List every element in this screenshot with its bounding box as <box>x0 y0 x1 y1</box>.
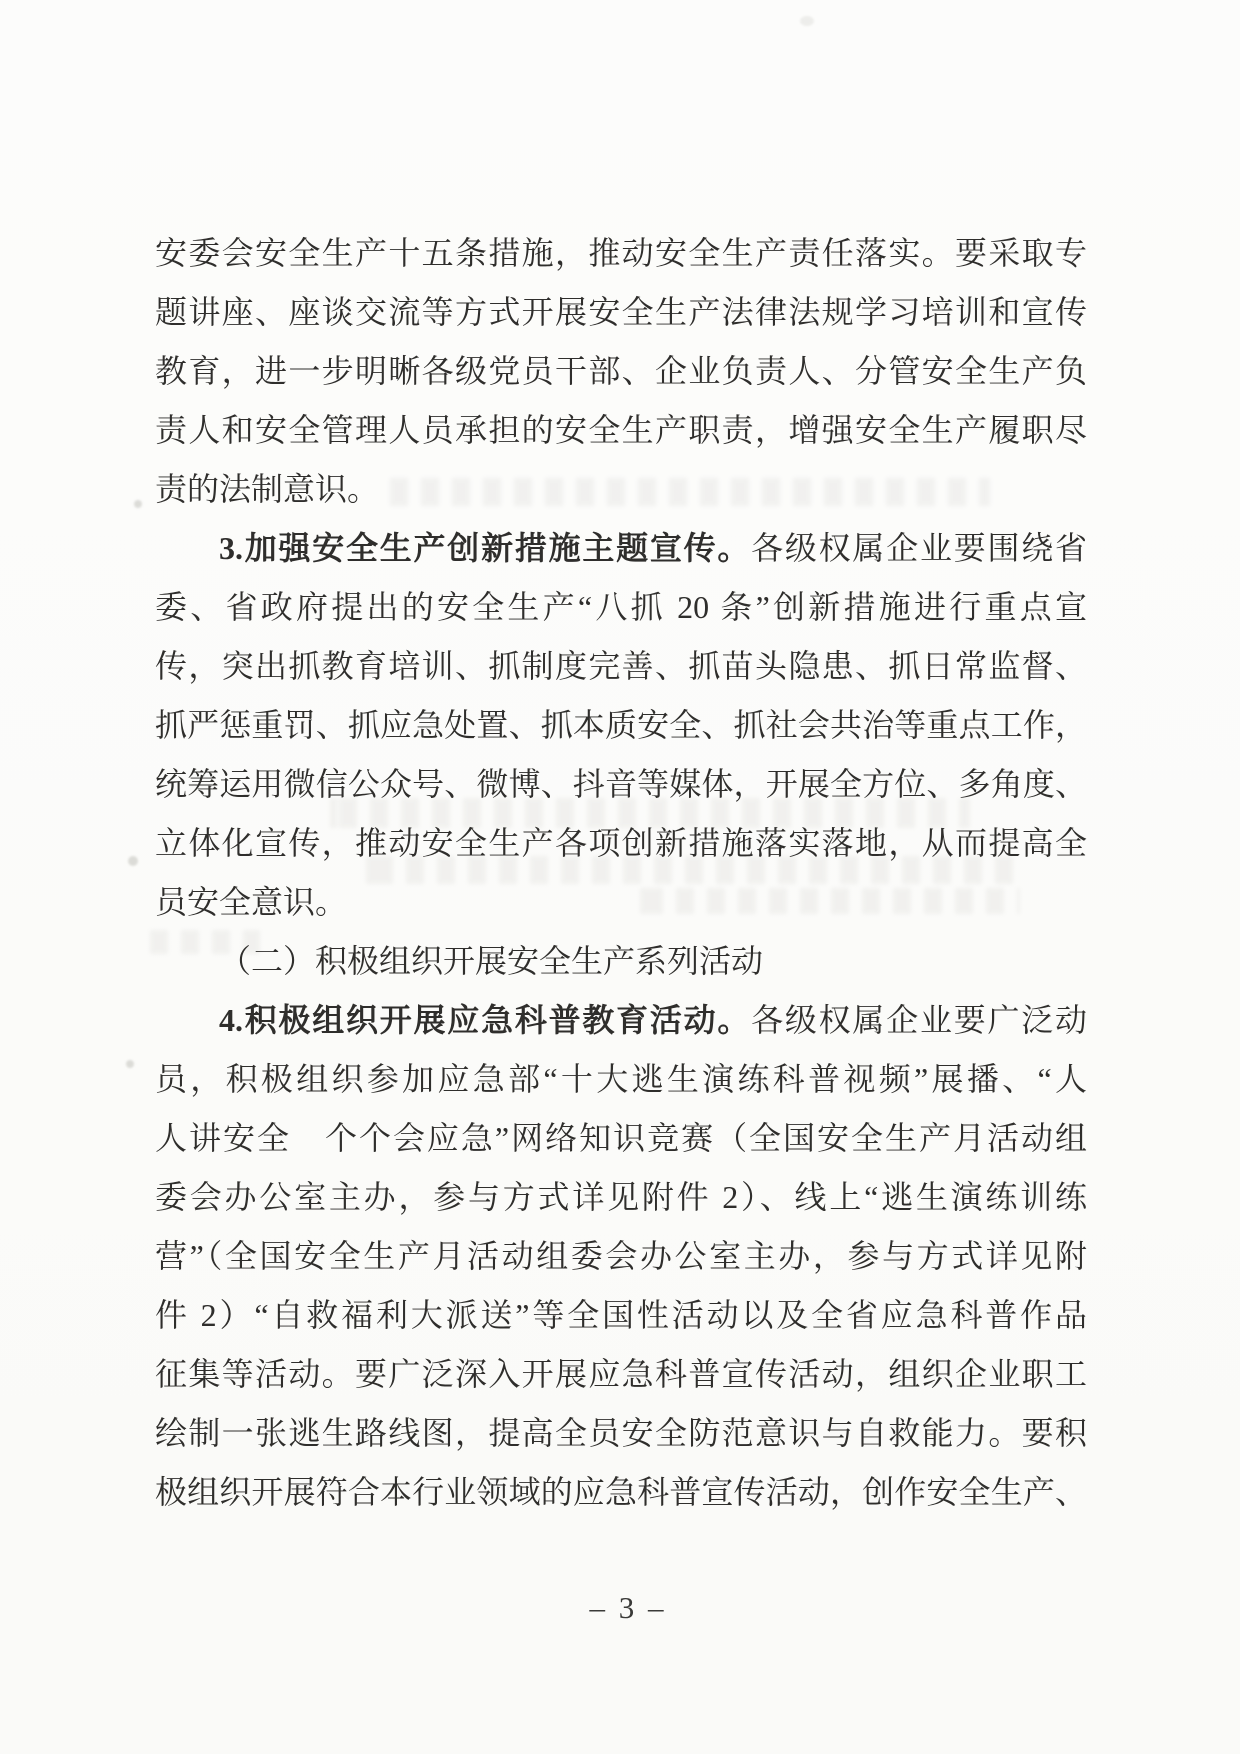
text-line <box>155 814 1087 873</box>
text-run: 绘制一张逃生路线图，提高全员安全防范意识与自救能力。要积 <box>155 1415 1087 1451</box>
text-run: 各级权属企业要广泛动 <box>751 1002 1087 1038</box>
text-line <box>155 755 1087 814</box>
text-line <box>155 1286 1087 1345</box>
document-body <box>155 224 1087 1522</box>
text-line <box>155 283 1087 342</box>
page-number: – 3 – <box>589 1590 667 1625</box>
text-line <box>155 224 1087 283</box>
scan-speck <box>134 500 142 508</box>
text-line <box>155 519 1087 578</box>
text-run: 责人和安全管理人员承担的安全生产职责，增强安全生产履职尽 <box>155 412 1087 448</box>
text-line <box>155 1404 1087 1463</box>
text-run: （二）积极组织开展安全生产系列活动 <box>219 943 764 979</box>
text-run: 营”（全国安全生产月活动组委会办公室主办，参与方式详见附 <box>155 1238 1087 1274</box>
text-line <box>155 1050 1087 1109</box>
text-line <box>155 696 1087 755</box>
text-run: 征集等活动。要广泛深入开展应急科普宣传活动，组织企业职工 <box>155 1356 1087 1392</box>
text-run: 责的法制意识。 <box>155 471 380 507</box>
scan-speck <box>128 856 138 866</box>
text-run: 员安全意识。 <box>155 884 348 920</box>
text-line <box>155 401 1087 460</box>
text-run: 各级权属企业要围绕省 <box>751 530 1087 566</box>
text-line <box>155 578 1087 637</box>
scan-speck <box>126 1060 134 1068</box>
text-line <box>155 1227 1087 1286</box>
text-run: 委会办公室主办，参与方式详见附件 2）、线上“逃生演练训练 <box>155 1179 1087 1215</box>
text-run: 员，积极组织参加应急部“十大逃生演练科普视频”展播、“人 <box>155 1061 1087 1097</box>
text-run: 件 2）“自救福利大派送”等全国性活动以及全省应急科普作品 <box>155 1297 1087 1333</box>
text-run: 教育，进一步明晰各级党员干部、企业负责人、分管安全生产负 <box>155 353 1087 389</box>
text-run: 安委会安全生产十五条措施，推动安全生产责任落实。要采取专 <box>155 235 1087 271</box>
text-line <box>155 932 1087 991</box>
text-run: 传，突出抓教育培训、抓制度完善、抓苗头隐患、抓日常监督、 <box>155 648 1087 684</box>
text-line <box>155 1168 1087 1227</box>
text-run: 极组织开展符合本行业领域的应急科普宣传活动，创作安全生产、 <box>155 1474 1087 1510</box>
text-line <box>155 1345 1087 1404</box>
text-line <box>155 1109 1087 1168</box>
text-line <box>155 991 1087 1050</box>
run-in-heading: 4.积极组织开展应急科普教育活动。 <box>219 1002 752 1038</box>
text-line <box>155 342 1087 401</box>
text-run: 题讲座、座谈交流等方式开展安全生产法律法规学习培训和宣传 <box>155 294 1087 330</box>
text-line <box>155 460 1087 519</box>
run-in-heading: 3.加强安全生产创新措施主题宣传。 <box>219 530 752 566</box>
text-run: 统筹运用微信公众号、微博、抖音等媒体，开展全方位、多角度、 <box>155 766 1087 802</box>
text-run: 抓严惩重罚、抓应急处置、抓本质安全、抓社会共治等重点工作， <box>155 707 1087 743</box>
scan-speck <box>800 16 814 26</box>
text-run: 人讲安全 个个会应急”网络知识竞赛（全国安全生产月活动组 <box>155 1120 1087 1156</box>
text-line <box>155 637 1087 696</box>
text-line <box>155 1463 1087 1522</box>
text-line <box>155 873 1087 932</box>
text-run: 委、省政府提出的安全生产“八抓 20 条”创新措施进行重点宣 <box>155 589 1087 625</box>
text-run: 立体化宣传，推动安全生产各项创新措施落实落地，从而提高全 <box>155 825 1087 861</box>
